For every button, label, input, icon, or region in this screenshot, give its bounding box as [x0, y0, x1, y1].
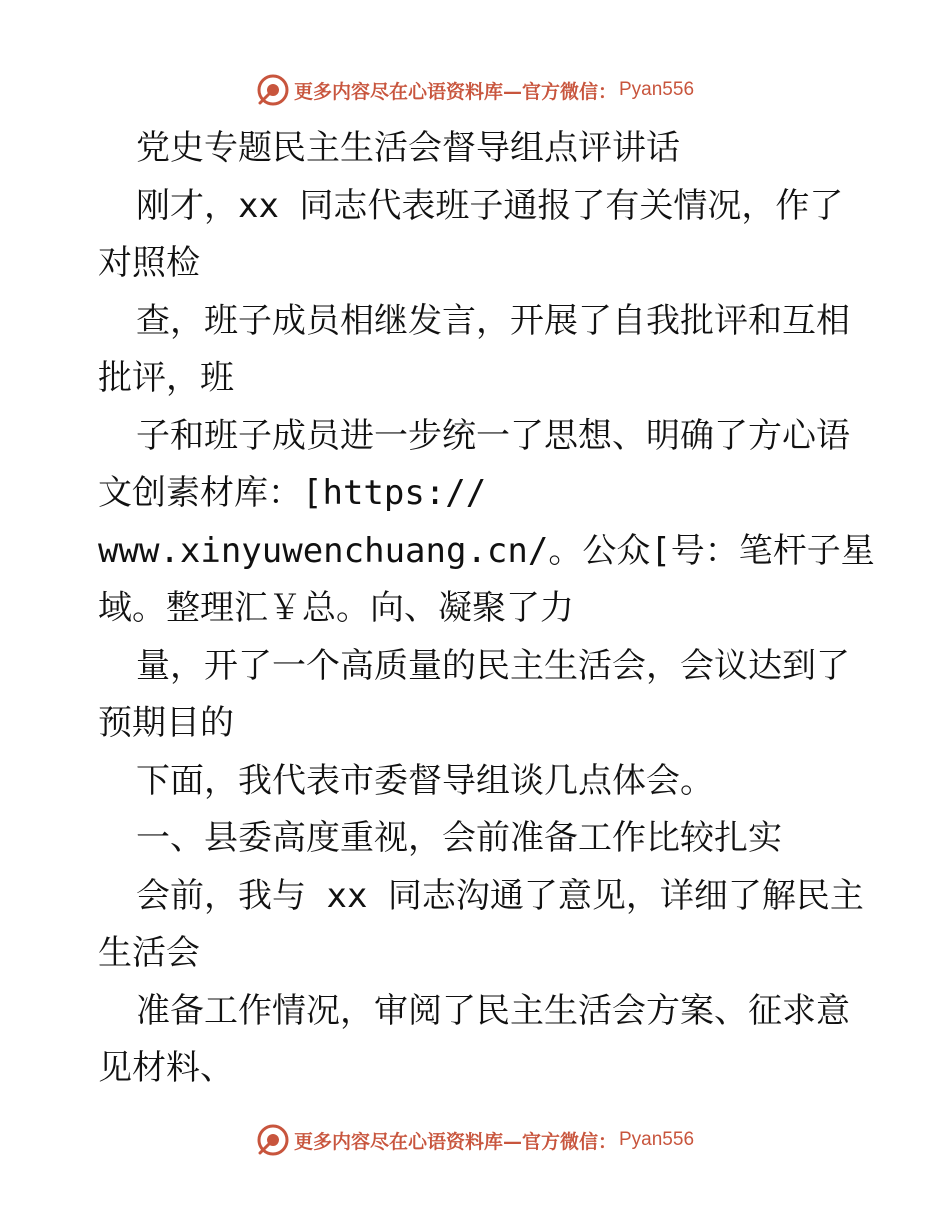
text-line: www.xinyuwenchuang.cn/。公众[号：笔杆子星 — [98, 530, 875, 571]
text-line: 域。整理汇￥总。向、凝聚了力 — [98, 588, 574, 628]
pen-logo-icon — [256, 73, 290, 107]
text-line: 预期目的 — [98, 703, 234, 743]
text-line: 见材料、 — [98, 1048, 234, 1088]
text-line: 刚才，xx 同志代表班子通报了有关情况，作了 — [136, 185, 844, 226]
text-line: 子和班子成员进一步统一了思想、明确了方心语 — [136, 415, 850, 456]
text-line: 党史专题民主生活会督导组点评讲话 — [136, 128, 680, 168]
text-line: 批评，班 — [98, 358, 234, 398]
text-line: 下面，我代表市委督导组谈几点体会。 — [136, 760, 714, 801]
banner-handle: Pyan556 — [619, 79, 695, 100]
header-watermark-banner — [0, 70, 950, 110]
document-body — [98, 120, 875, 1098]
footer-watermark-banner — [0, 1120, 950, 1160]
text-line: 会前，我与 xx 同志沟通了意见，详细了解民主 — [136, 875, 864, 916]
text-line: 一、县委高度重视，会前准备工作比较扎实 — [136, 818, 782, 858]
text-line: 查，班子成员相继发言，开展了自我批评和互相 — [136, 300, 850, 341]
text-line: 生活会 — [98, 933, 200, 973]
text-line: 文创素材库：[https:// — [98, 473, 487, 513]
text-line: 量，开了一个高质量的民主生活会，会议达到了 — [136, 645, 850, 686]
pen-logo-icon — [256, 1123, 290, 1157]
banner-handle: Pyan556 — [619, 1129, 695, 1150]
banner-text: 更多内容尽在心语资料库—官方微信： — [293, 80, 617, 103]
text-line: 准备工作情况，审阅了民主生活会方案、征求意 — [136, 990, 850, 1031]
banner-text: 更多内容尽在心语资料库—官方微信： — [293, 1130, 617, 1153]
text-line: 对照检 — [98, 243, 200, 283]
